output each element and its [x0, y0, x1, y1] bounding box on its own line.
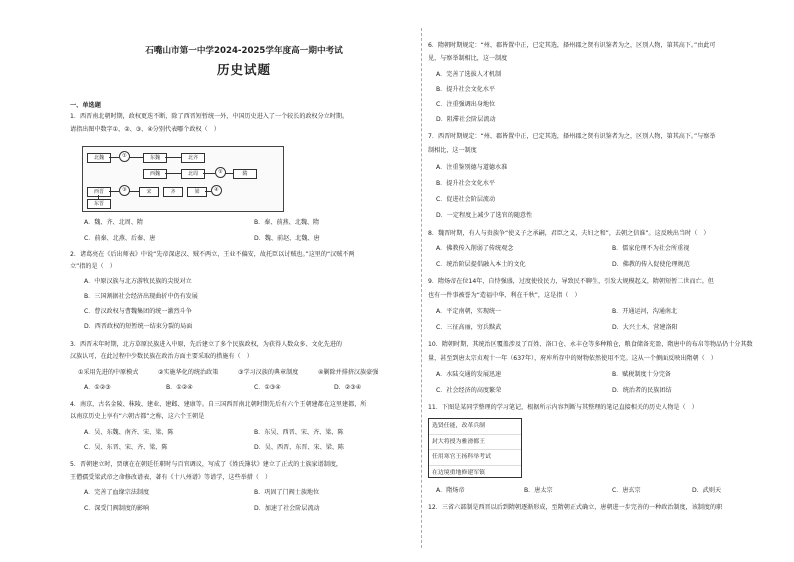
notes-line: 在边境重地修建军镇 — [432, 469, 486, 476]
option: ②实施华化的统治政策 — [158, 369, 219, 376]
diagram-label: 北周 — [181, 169, 205, 179]
notes-line: 封大将授为雅滑都王 — [429, 435, 521, 451]
option: B．①②④ — [166, 384, 193, 391]
option: D．②③④ — [334, 384, 362, 391]
option: ③学习汉族的典章制度 — [238, 369, 299, 376]
left-column — [70, 0, 418, 562]
option: D．一定程度上减少了选官的随意性 — [436, 212, 533, 219]
diagram-circle: ① — [119, 151, 130, 162]
option: D．西晋政权的短暂统一结束分裂的局面 — [84, 323, 193, 330]
option: C．促进社会阶层流动 — [436, 196, 496, 203]
option: ④剿除并排挤汉族豪强 — [318, 369, 379, 376]
option: A．吴、东魏、南齐、宋、梁、陈 — [84, 429, 174, 436]
option: C．①③④ — [254, 384, 281, 391]
question-3-line-2: 汉族认可，在此过程中少数民族在政治方面主要采取的措施有（ ） — [70, 353, 253, 360]
question-12-line-1: 12．三省六部制是西晋以后到隋朝逐渐形成，至隋朝正式确立，唐朝进一步完善的一种政治制度，该制度的职 — [428, 504, 723, 511]
question-6-line-2: 见，与察举制相比，这一制度 — [428, 55, 508, 62]
option: A．①②③ — [84, 384, 111, 391]
option: C．深受门阀制度的影响 — [84, 505, 150, 512]
question-10-line-1: 10．隋朝时期，其统治区覆盖涉及了百姓、洛口仓、永丰仓等多种粮仓，粮食储备充盈，隋唐中的布帛等物品仍十分其数 — [428, 341, 753, 348]
diagram-label: 北齐 — [181, 153, 205, 163]
question-8-line-1: 8．魏晋时期，有人与贵族争“使义子之承嗣，君臣之义，夫妇之和”，去朝之信谁”。这反映出当时（ ） — [428, 230, 710, 237]
option: A．魏、齐、北周、隋 — [84, 219, 144, 226]
question-2-line-1: 2．诸葛亮在《后出师表》中说“先帝深虑汉、贼不两立，王业不偏安，故托臣以讨贼也。”这里的“汉贼不两 — [70, 251, 355, 258]
option: B．秦、前燕、北魏、隋 — [254, 219, 320, 226]
option: C．唐玄宗 — [612, 487, 641, 494]
exam-title: 石嘴山市第一中学2024-2025学年度高一期中考试 — [145, 46, 343, 56]
option: A．中原汉族与北方游牧民族的尖锐对立 — [84, 278, 192, 285]
option: D．阻滞社会阶层流动 — [436, 116, 496, 123]
option: A．平定南朝，实现统一 — [436, 308, 502, 315]
diagram-connector — [205, 191, 211, 192]
diagram-connector — [109, 157, 119, 158]
question-10-line-2: 量，甚至到唐太宗贞观十一年（637年），府库所存中的财物依然使用不完。这从一个侧面反映出隋朝（ ） — [428, 355, 717, 362]
diagram-connector — [165, 173, 181, 174]
option: A．水陆交通的发展迅速 — [436, 371, 502, 378]
option: A．佛教传入削弱了传统观念 — [436, 245, 514, 252]
option: C．三征高丽，穷兵黩武 — [436, 324, 502, 331]
diagram-connector — [129, 157, 143, 158]
option: B．东吴、西晋、宋、齐、梁、陈 — [254, 429, 344, 436]
notes-line: 任用寒官王扬科举考试 — [429, 450, 521, 466]
diagram-connector — [109, 191, 119, 192]
question-2-line-2: 立”指的是（ ） — [70, 263, 116, 270]
diagram-label: 齐 — [163, 187, 183, 197]
diagram-connector — [203, 173, 215, 174]
section-heading: 一、单选题 — [70, 102, 101, 109]
option: A．注重鉴别德与道德水准 — [436, 164, 508, 171]
question-3-line-1: 3．西晋末年时期，北方草原民族进入中原，先后建立了多个民族政权，为获得人数众多、文化先进的 — [70, 341, 343, 348]
option: B．巩固了门阀士族地位 — [254, 489, 320, 496]
option: A．完善了血缘宗法制度 — [84, 489, 150, 496]
option: D．加速了社会阶层流动 — [254, 505, 320, 512]
diagram-circle: ② — [215, 167, 226, 178]
subject-title: 历史试题 — [216, 62, 271, 77]
diagram-label: 东魏 — [143, 153, 167, 163]
diagram-connector — [98, 195, 99, 199]
option: D．佛教的传入促使伦理规范 — [612, 261, 690, 268]
diagram-circle: ③ — [119, 185, 130, 196]
diagram-connector — [165, 157, 181, 158]
diagram-label: 隋 — [233, 169, 257, 179]
option: C．曹汉政权与曹魏集团的统一激烈斗争 — [84, 308, 192, 315]
column-divider — [421, 28, 422, 548]
diagram-label: 宋 — [139, 187, 159, 197]
question-5-line-1: 5．晋朝建立时，贾瓌在在朝廷任职时与百官调议，写成了《姓氏簿状》建立了正式的士族家谱制度， — [70, 461, 343, 468]
question-1-line-2: 请指出图中数字①、②、③、④分别代表哪个政权（ ） — [70, 126, 220, 133]
study-notes-box — [428, 418, 522, 478]
diagram-connector — [129, 191, 139, 192]
option: B．儒家伦理不为社会所重视 — [612, 245, 690, 252]
diagram-label: 北魏 — [87, 153, 111, 163]
diagram-label: 东晋 — [87, 199, 111, 209]
question-6-line-1: 6．隋朝时期规定：“州、郡皆置中正，已定其选，择州郡之贤有识鉴者为之，区别人物，第其高下。”由此可 — [428, 42, 716, 49]
question-4-line-2: 以南京历史上享有“六朝古都”之称，这六个王朝是 — [70, 413, 205, 420]
notes-line: 选贤任能，改革兵制 — [429, 419, 521, 435]
option: B．赋税制度十分完备 — [612, 371, 672, 378]
option: A．隋炀帝 — [436, 487, 465, 494]
option: D．魏、前赵、北魏、唐 — [254, 235, 320, 242]
option: D．武则天 — [692, 487, 722, 494]
option: C．注重强调出身地位 — [436, 101, 496, 108]
right-column — [428, 0, 778, 562]
option: C．吴、东晋、宋、齐、梁、陈 — [84, 444, 168, 451]
question-1-line-1: 1．西晋南北朝时期，政权更迭不断，除了西晋短暂统一外，中国历史进入了一个较长的政权分立时期。 — [70, 113, 349, 120]
dynasty-diagram — [82, 146, 284, 212]
diagram-label: 西晋 — [87, 187, 111, 197]
option: C．前秦、北燕、后秦、唐 — [84, 235, 156, 242]
question-4-line-1: 4．南京，古名金陵、秣陵、建业、建邺、建康等。自三国西晋南北朝时期先后有六个王朝建都在这里建都，所 — [70, 401, 367, 408]
question-7-line-2: 制相比，这一制度 — [428, 147, 477, 154]
option: A．完善了选拔人才机制 — [436, 71, 502, 78]
diagram-label: 西魏 — [143, 169, 167, 179]
diagram-circle: ④ — [211, 185, 222, 196]
question-11-line-1: 11．下图是某同学整理的学习笔记，根据所示内容判断与其整理的笔记直接相关的历史人物是（ ） — [428, 404, 698, 411]
diagram-label: 梁 — [187, 187, 207, 197]
option: C．统治阶层提倡融入本土的文化 — [436, 261, 526, 268]
question-7-line-1: 7．西晋时期规定：“州、郡皆置中正，已定其选，择州郡之贤有识鉴者为之，区别人物，第其高下。”与察举 — [428, 133, 716, 140]
option: C．社会经济的高度繁荣 — [436, 387, 502, 394]
option: D．大兴土木，营建洛阳 — [612, 324, 678, 331]
diagram-connector — [225, 173, 233, 174]
option: ①采用先进的中原模式 — [78, 369, 139, 376]
option: B．三国割据社会经济出现曲折中仍有发展 — [84, 293, 198, 300]
option: B．提升社会文化水平 — [436, 86, 496, 93]
question-5-line-2: 王僧孺受梁武帝之命修改谱表，著有《十八州谱》等谱学，这些举措（ ） — [70, 474, 272, 481]
question-9-line-1: 9．隋炀帝在位14年，自恃强盛，过度使役民力，导致民不聊生，引发大规模起义，隋朝短暂二世而亡。但 — [428, 278, 714, 285]
option: D．吴、西晋、东晋、宋、梁、陈 — [254, 444, 345, 451]
option: B．提升社会文化水平 — [436, 180, 496, 187]
question-9-line-2: 也有一件事被誉为“造福中华、利在千秋”，这是指（ ） — [428, 292, 581, 299]
option: B．开通运河，沟通南北 — [612, 308, 678, 315]
option: D．统治者的民族团结 — [612, 387, 672, 394]
option: B．唐太宗 — [524, 487, 553, 494]
